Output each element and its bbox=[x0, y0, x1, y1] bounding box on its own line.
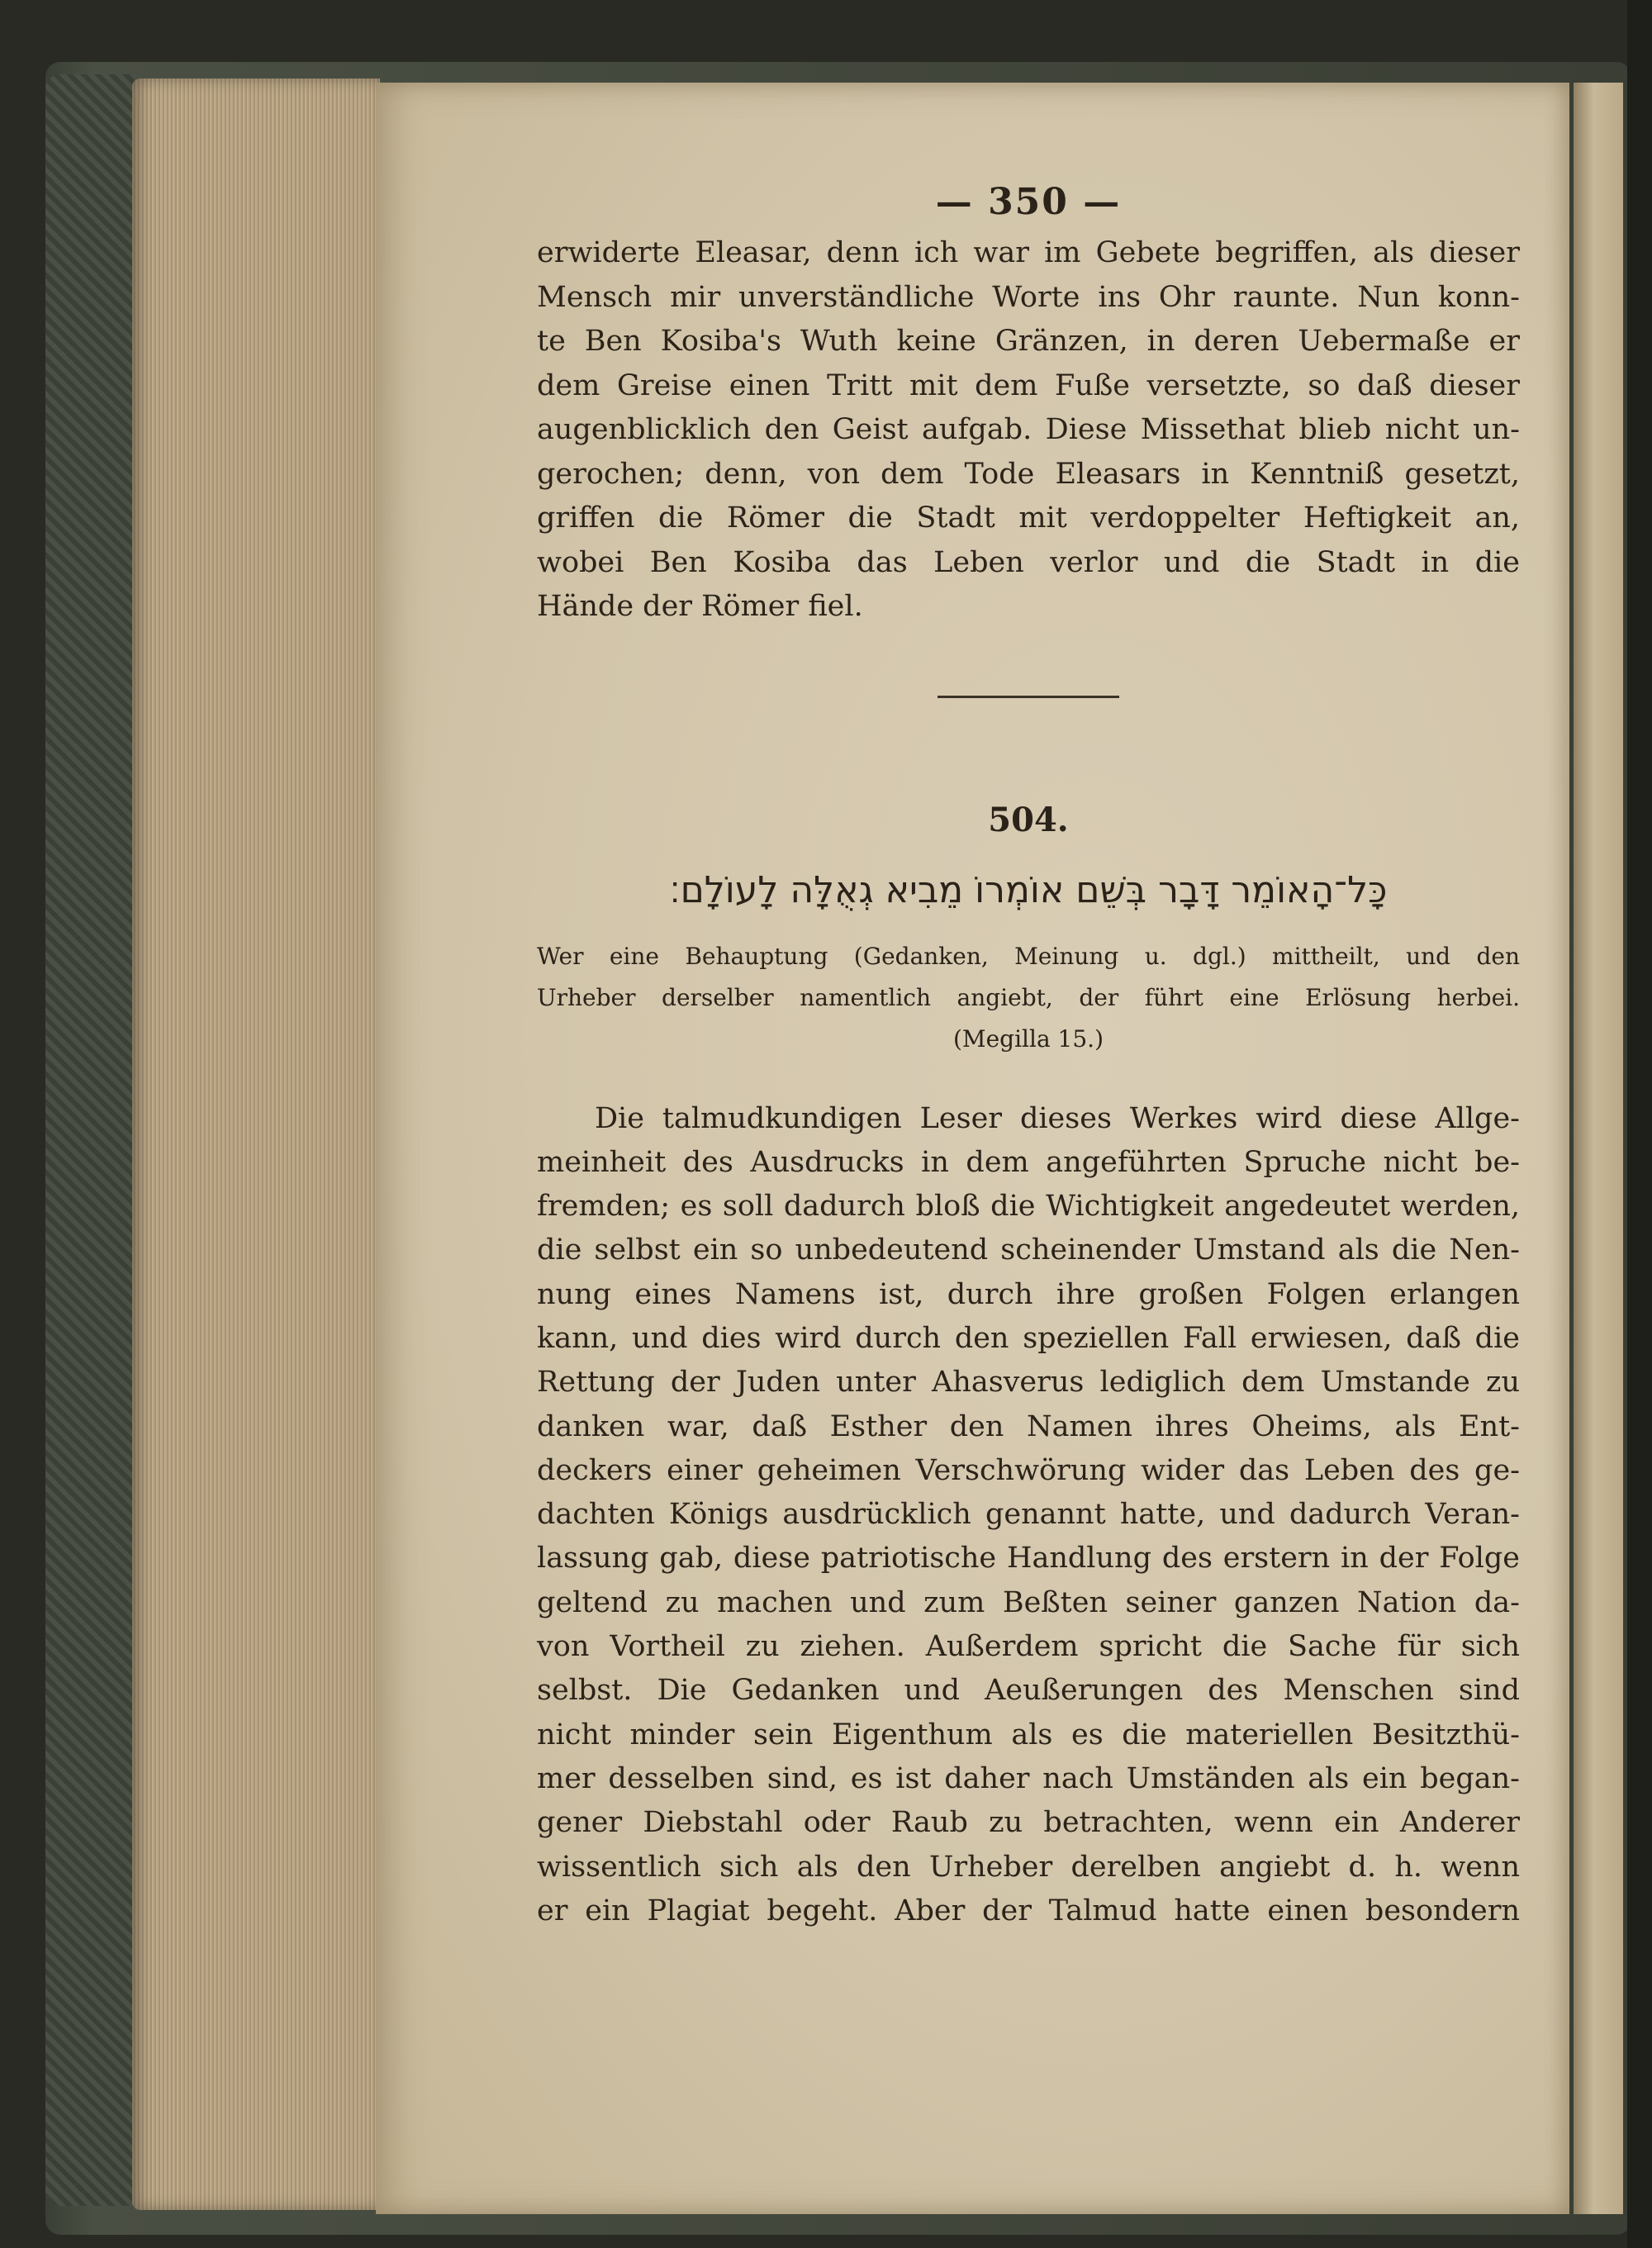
section-divider bbox=[938, 696, 1119, 698]
source-citation: (Megilla 15.) bbox=[953, 1024, 1104, 1053]
text-line: wobei Ben Kosiba das Leben verlor und die Stadt in die bbox=[537, 545, 1520, 579]
translation-line: Urheber derselber namentlich angiebt, der führt eine Erlösung herbei. bbox=[537, 983, 1520, 1011]
text-line: Rettung der Juden unter Ahasverus lediglich dem Umstande zu bbox=[537, 1366, 1520, 1400]
text-line: die selbst ein so unbedeutend scheinender Umstand als die Nen- bbox=[537, 1233, 1520, 1267]
text-line: nung eines Namens ist, durch ihre großen Folgen erlangen bbox=[537, 1277, 1520, 1311]
text-line: nicht minder sein Eigenthum als es die materiellen Besitzthü- bbox=[537, 1718, 1520, 1751]
text-line: fremden; es soll dadurch bloß die Wichtigkeit angedeutet werden, bbox=[537, 1190, 1520, 1224]
text-line: wissentlich sich als den Urheber derelben angiebt d. h. wenn bbox=[537, 1850, 1520, 1884]
section-number: 504. bbox=[988, 800, 1069, 839]
page-number: — 350 — bbox=[935, 181, 1122, 223]
translation-line: Wer eine Behauptung (Gedanken, Meinung u. dgl.) mittheilt, und den bbox=[537, 942, 1520, 970]
text-line: griffen die Römer die Stadt mit verdoppelter Heftigkeit an, bbox=[537, 501, 1520, 535]
text-line: gener Diebstahl oder Raub zu betrachten, wenn ein Anderer bbox=[537, 1806, 1520, 1840]
text-line: lassung gab, diese patriotische Handlung des erstern in der Folge bbox=[537, 1542, 1520, 1576]
text-line: er ein Plagiat begeht. Aber der Talmud hatte einen besondern bbox=[537, 1894, 1520, 1927]
page-fore-edge bbox=[132, 78, 380, 2210]
text-line: kann, und dies wird durch den speziellen Fall erwiesen, daß die bbox=[537, 1321, 1520, 1355]
next-page-edge bbox=[1574, 83, 1623, 2214]
text-line: gerochen; denn, von dem Tode Eleasars in Kenntniß gesetzt, bbox=[537, 457, 1520, 491]
hebrew-quote: כָּל־הָאוֹמֵר דָּבָר בְּשֵׁם אוֹמְרוֹ מֵבִיא גְאֻלָּה לָעוֹלָם׃ bbox=[669, 868, 1388, 911]
text-line: dachten Königs ausdrücklich genannt hatte, und dadurch Veran- bbox=[537, 1498, 1520, 1532]
background-strip bbox=[1627, 0, 1652, 2248]
text-line: Die talmudkundigen Leser dieses Werkes wird diese Allge- bbox=[595, 1101, 1520, 1135]
text-line: deckers einer geheimen Verschwörung wider das Leben des ge- bbox=[537, 1453, 1520, 1487]
text-line: Mensch mir unverständliche Worte ins Ohr raunte. Nun konn- bbox=[537, 280, 1520, 314]
text-line: von Vortheil zu ziehen. Außerdem spricht die Sache für sich bbox=[537, 1630, 1520, 1664]
page-content bbox=[537, 173, 1520, 1933]
translation bbox=[537, 936, 1520, 1019]
text-line: selbst. Die Gedanken und Aeußerungen des Menschen sind bbox=[537, 1674, 1520, 1708]
text-line: mer desselben sind, es ist daher nach Umständen als ein began- bbox=[537, 1761, 1520, 1795]
text-line: danken war, daß Esther den Namen ihres Oheims, als Ent- bbox=[537, 1409, 1520, 1443]
text-line: te Ben Kosiba's Wuth keine Gränzen, in deren Uebermaße er bbox=[537, 325, 1520, 358]
text-line: augenblicklich den Geist aufgab. Diese Missethat blieb nicht un- bbox=[537, 413, 1520, 446]
text-line: dem Greise einen Tritt mit dem Fuße versetzte, so daß dieser bbox=[537, 368, 1520, 402]
text-line: geltend zu machen und zum Beßten seiner ganzen Nation da- bbox=[537, 1585, 1520, 1619]
text-line: meinheit des Ausdrucks in dem angeführten Spruche nicht be- bbox=[537, 1145, 1520, 1179]
text-line: Hände der Römer fiel. bbox=[537, 590, 863, 623]
book-spine bbox=[45, 74, 136, 2206]
body-paragraph bbox=[537, 1097, 1520, 1934]
continuation-paragraph bbox=[537, 231, 1520, 630]
text-line: erwiderte Eleasar, denn ich war im Gebete begriffen, als dieser bbox=[537, 236, 1520, 269]
